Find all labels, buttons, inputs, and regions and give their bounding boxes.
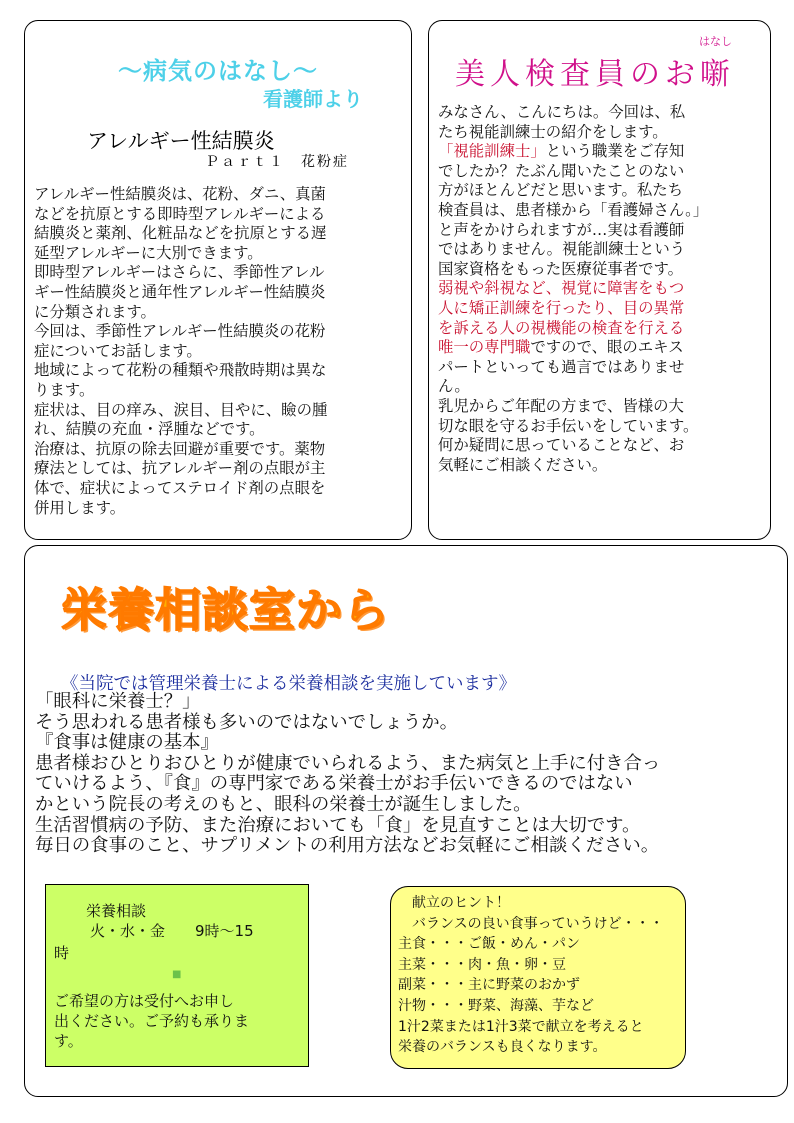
paragraph: アレルギー性結膜炎は、花粉、ダニ、真菌 などを抗原とする即時型アレルギーによる 結膜炎と薬剤、化粧品などを抗原とする遅 延型アレルギーに大別できます。 (34, 185, 327, 262)
list-item: 汁物・・・野菜、海藻、芋など (398, 997, 594, 1014)
paragraph (438, 103, 764, 397)
nutrition-body: 「眼科に栄養士？」 そう思われる患者様も多いのではないでしょうか。 『食事は健康の基本』 患者様おひとりおひとりが健康でいられるよう、また病気と上手に付き合っ ていけるよう、『食』の専門家である栄養士がお手伝いできるのではない かという院長の考えのもと、眼科の栄養士が誕生しました。 生活習慣病の予防、また治療においても「食」を見直すことは大切です。 毎日の食事のこと、サプリメントの利用方法などお気軽にご相談ください。 (35, 691, 661, 857)
paragraph: 地域によって花粉の種類や飛散時期は異な ります。 (34, 361, 327, 399)
inspector-column-title: 美人検査員のお噺 (455, 57, 735, 92)
list-item: 副菜・・・主に野菜のおかず (398, 977, 580, 994)
disease-column (24, 20, 412, 540)
nutrition-title: 栄養相談室から (61, 583, 390, 637)
topic-part: Ｐａｒｔ１ 花粉症 (205, 154, 349, 170)
inspector-column-body (438, 103, 764, 475)
text-segment: という職業をご存知 でしたか？たぶん聞いたことのない 方がほとんどだと思います。私たち 検査員は、患者様から「看護婦さん。」 と声をかけられますが…実は看護師 ではありません。視能訓練士という 国家資格をもった医療従事者です。 (438, 142, 709, 278)
consultation-label: 栄養相談 (86, 902, 147, 920)
list-item: 献立のヒント！ (398, 895, 510, 911)
list-item: 栄養のバランスも良くなります。 (398, 1039, 607, 1056)
highlight-text: 「視能訓練士」 (438, 142, 546, 161)
text-segment: みなさん、こんにちは。今回は、私 たち視能訓練士の紹介をします。 (438, 103, 686, 141)
list-item: 主食・・・ご飯・めん・パン (398, 936, 580, 953)
highlight-text: 弱視や斜視など、視覚に障害をもつ 人に矯正訓練を行ったり、目の異常 を訴える人の視機能の検査を行える 唯一の専門職 (438, 279, 685, 357)
topic-heading: アレルギー性結膜炎 (87, 129, 275, 153)
text-segment: ですので、眼のエキス パートといっても過言ではありませ ん。 (438, 338, 685, 396)
bullet-icon: ■ (172, 969, 182, 980)
list-item: 1汁2菜または1汁3菜で献立を考えると (398, 1018, 644, 1035)
list-item: 主菜・・・肉・魚・卵・豆 (398, 956, 566, 973)
disease-column-title: ～病気のはなし～ (118, 57, 318, 85)
consultation-days: 火・水・金 9時～15 (90, 922, 254, 940)
paragraph: 乳児からご年配の方まで、皆様の大 切な眼を守るお手伝いをしています。 何か疑問に思っていることなど、お 気軽にご相談ください。 (438, 396, 699, 474)
inspector-column (428, 20, 771, 540)
consultation-days-cont: 時 (54, 944, 70, 962)
disease-column-body (34, 185, 406, 518)
nutrition-section (24, 545, 788, 1097)
nutrition-lead: 《当院では管理栄養士による栄養相談を実施しています》 (61, 674, 516, 694)
paragraph: 今回は、季節性アレルギー性結膜炎の花粉 症についてお話します。 (34, 322, 326, 360)
consultation-note: ご希望の方は受付へお申し 出ください。ご予約も承りま す。 (54, 992, 250, 1050)
menu-hint-list (398, 893, 684, 1058)
consultation-info-box (45, 884, 309, 1067)
list-item: バランスの良い食事っていうけど・・・ (398, 915, 664, 932)
paragraph: 即時型アレルギーはさらに、季節性アレル ギー性結膜炎と通年性アレルギー性結膜炎 に分類されます。 (34, 263, 326, 321)
paragraph: 症状は、目の痒み、涙目、目やに、瞼の腫 れ、結膜の充血・浮腫などです。 (34, 400, 328, 439)
title-ruby: はなし (699, 35, 732, 48)
paragraph: 治療は、抗原の除去回避が重要です。薬物 療法としては、抗アレルギー剤の点眼が主 体で、症状によってステロイド剤の点眼を 併用します。 (34, 439, 326, 517)
menu-hint-box (390, 886, 686, 1069)
disease-column-subtitle: 看護師より (263, 87, 363, 111)
